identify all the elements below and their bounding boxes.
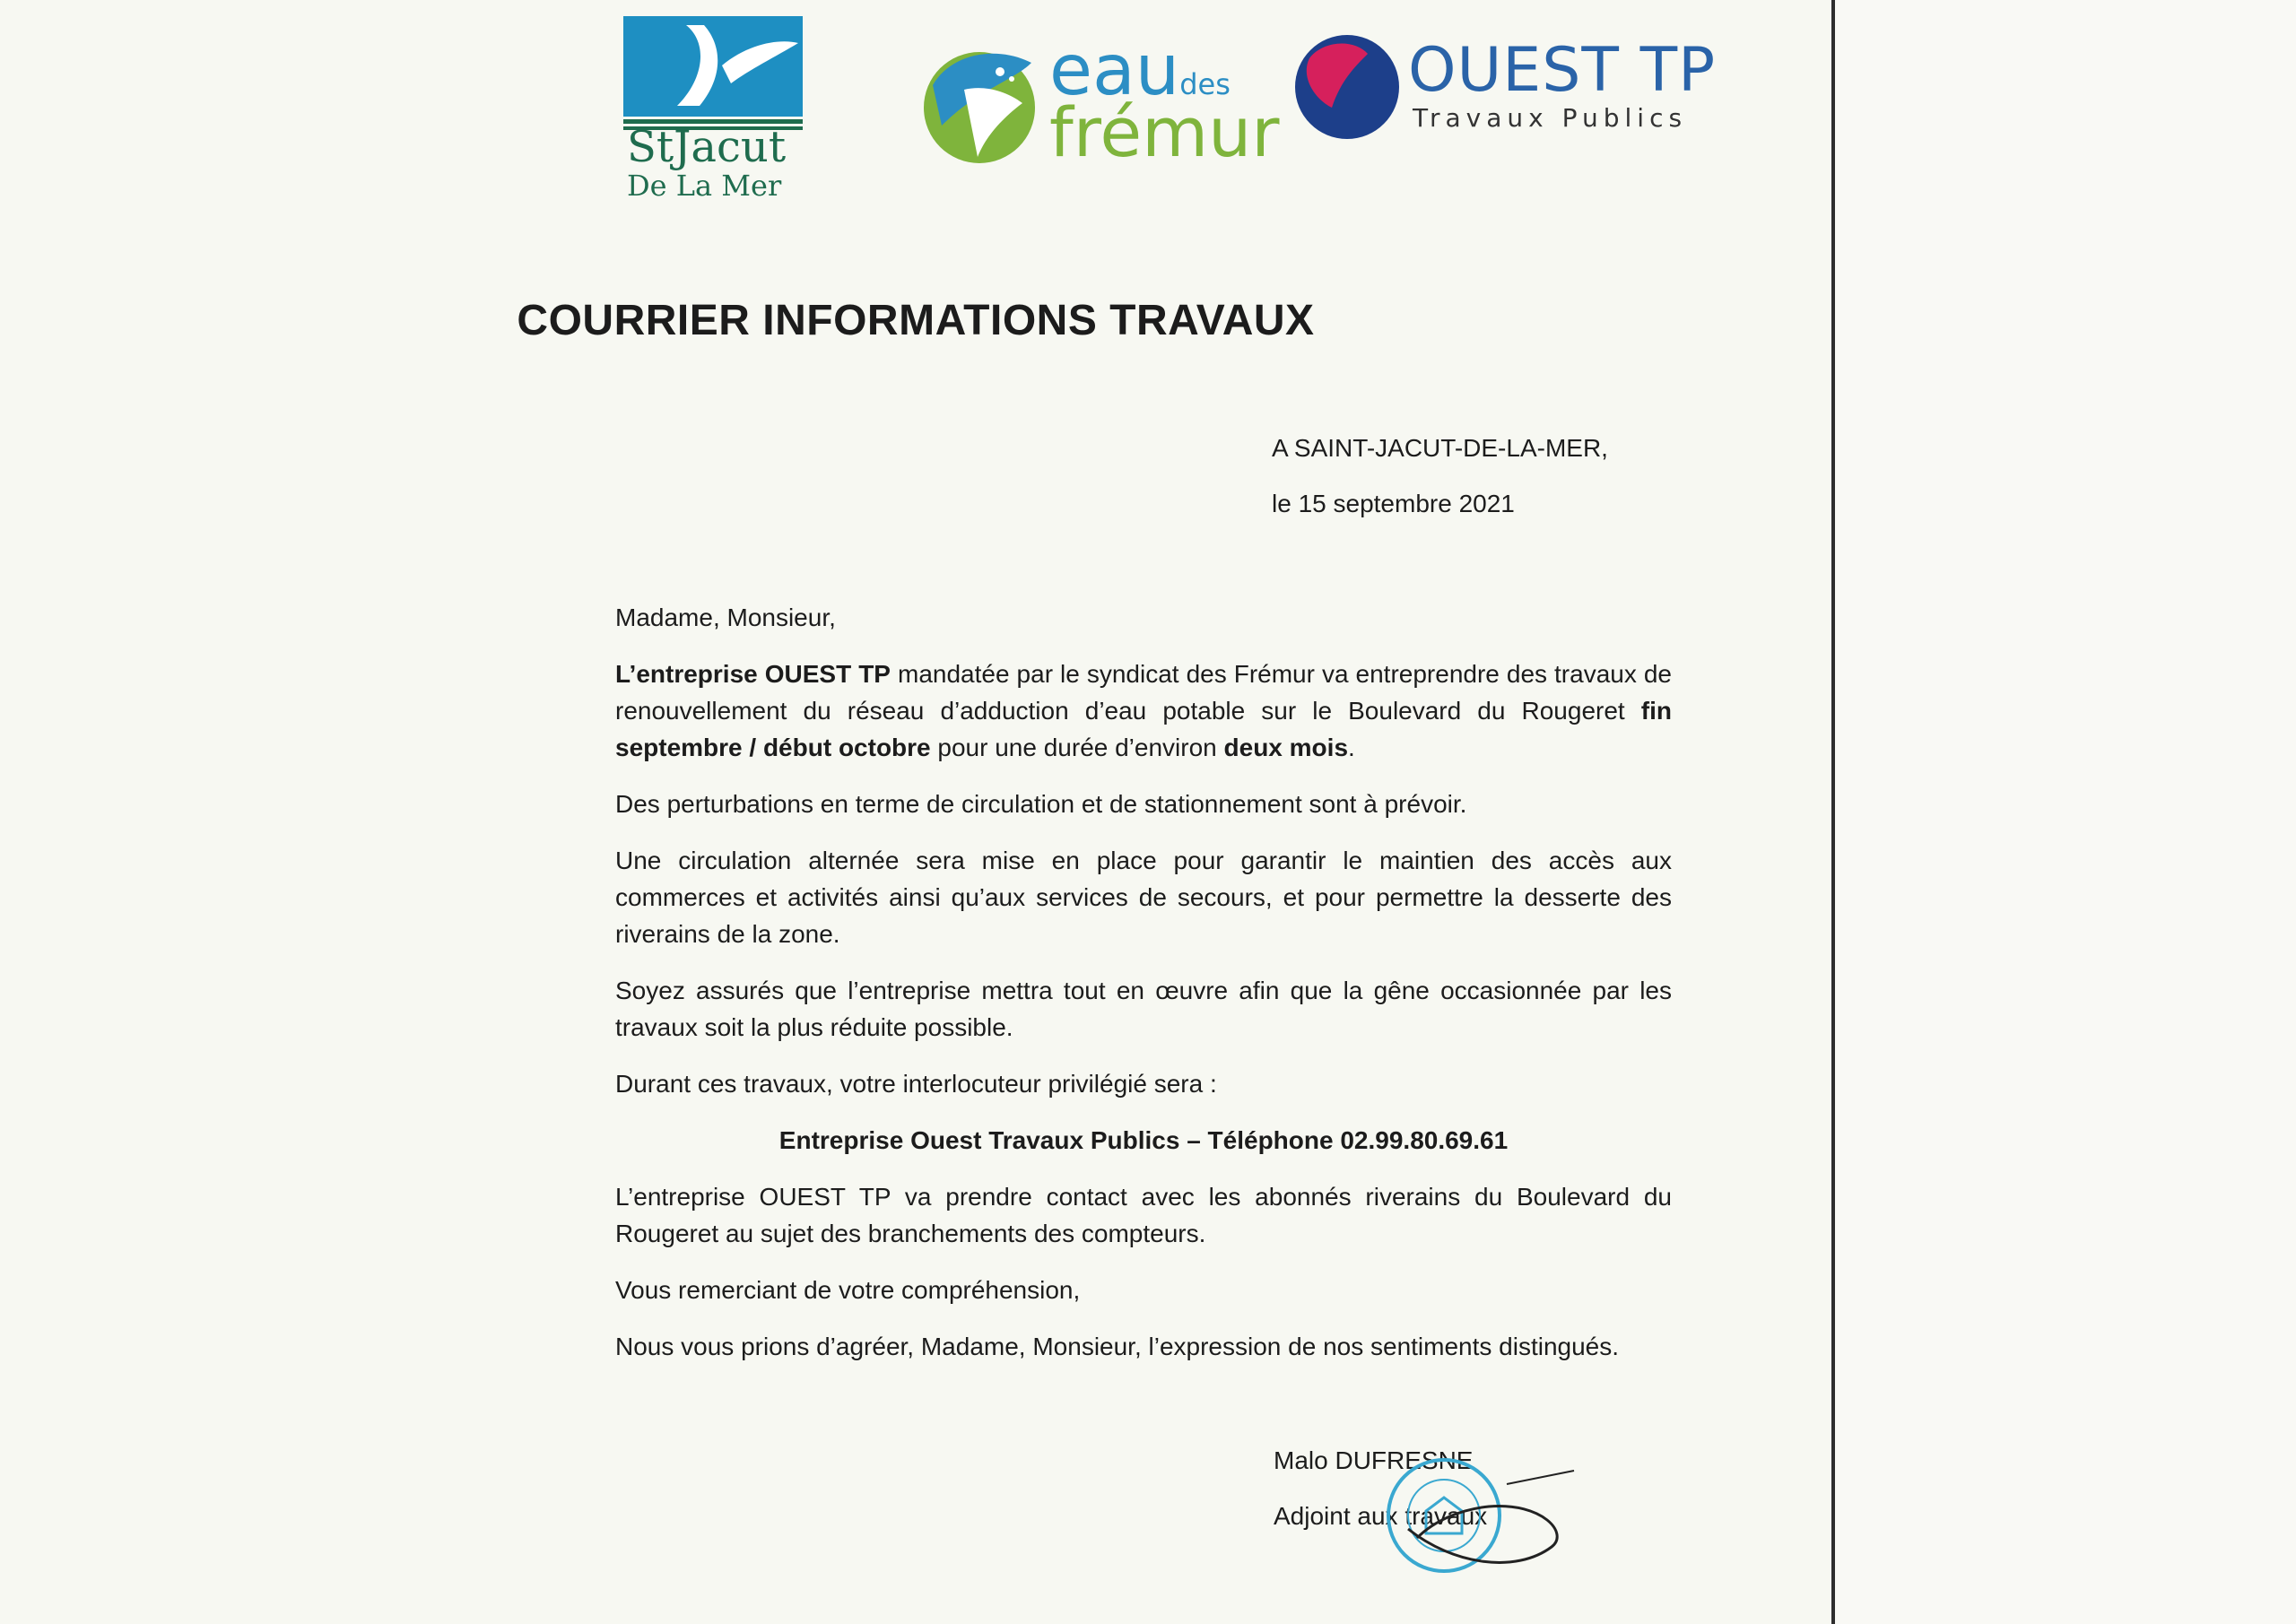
intro-text-3: .	[1348, 734, 1355, 761]
st-jacut-logo-line1: StJacut	[627, 122, 787, 172]
paragraph-branchements: L’entreprise OUEST TP va prendre contact avec les abonnés riverains du Boulevard du Rougeret au sujet des branchements des compteurs.	[615, 1183, 1672, 1247]
des-word: des	[1179, 67, 1231, 101]
salutation: Madame, Monsieur,	[615, 604, 836, 631]
signatory-role: Adjoint aux travaux	[1274, 1502, 1488, 1530]
paragraph-intro	[615, 656, 1672, 766]
water-drop-icon	[915, 36, 1049, 170]
paragraph-closing: Nous vous prions d’agréer, Madame, Monsieur, l’expression de nos sentiments distingués.	[615, 1333, 1620, 1360]
ouest-tp-logo	[1292, 31, 1717, 148]
eau-word: eau	[1049, 30, 1180, 111]
paragraph-perturbations: Des perturbations en terme de circulation et de stationnement sont à prévoir.	[615, 790, 1467, 818]
letter-place: A SAINT-JACUT-DE-LA-MER,	[1272, 434, 1608, 462]
letter-date: le 15 septembre 2021	[1272, 490, 1515, 517]
paragraph-circulation: Une circulation alternée sera mise en place pour garantir le maintien des accès aux commerces et activités ainsi qu’aux services de secours, et pour permettre la desserte des riverains de la zone.	[615, 847, 1672, 948]
contact-line: Entreprise Ouest Travaux Publics – Téléphone 02.99.80.69.61	[778, 1126, 1509, 1154]
mairie-stamp-icon	[1381, 1448, 1578, 1583]
eau-des-fremur-logo	[915, 30, 1280, 172]
letter-title: COURRIER INFORMATIONS TRAVAUX	[517, 297, 1315, 344]
st-jacut-logo-box	[623, 16, 803, 117]
signatory-name: Malo DUFRESNE	[1274, 1446, 1474, 1474]
paragraph-remerciements: Vous remerciant de votre compréhension,	[615, 1276, 1081, 1304]
bird-icon	[623, 16, 803, 117]
st-jacut-logo-line2: De La Mer	[627, 169, 782, 203]
company-bold: L’entreprise OUEST TP	[615, 660, 891, 688]
paragraph-assurance: Soyez assurés que l’entreprise mettra tout en œuvre afin que la gêne occasionnée par les travaux soit la plus réduite possible.	[615, 977, 1672, 1041]
period-bold: fin septembre / début octobre	[615, 697, 1672, 761]
fremur-word: frémur	[1049, 92, 1280, 172]
scan-margin	[1835, 0, 2296, 1624]
letter-body	[615, 599, 1672, 1385]
duration-bold: deux mois	[1223, 734, 1349, 761]
st-jacut-logo	[623, 16, 807, 203]
ouest-tp-emblem-icon	[1292, 31, 1408, 148]
paragraph-contact-intro: Durant ces travaux, votre interlocuteur privilégié sera :	[615, 1070, 1217, 1098]
intro-text-2: pour une durée d’environ	[930, 734, 1224, 761]
ouest-tp-name: OUEST TP	[1408, 35, 1717, 106]
intro-text-1: mandatée par le syndicat des Frémur va entreprendre des travaux de renouvellement du réseau d’adduction d’eau potable sur le Boulevard du Rougeret	[615, 660, 1673, 725]
ouest-tp-subtitle: Travaux Publics	[1413, 103, 1688, 133]
